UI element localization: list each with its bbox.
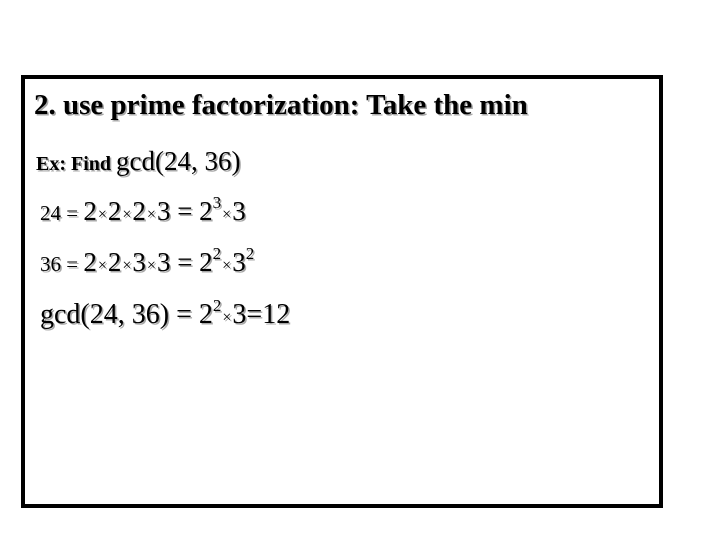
- eq2-lhs: 36 =: [40, 252, 84, 276]
- eq2-factor-1: 2: [83, 247, 97, 277]
- eq3-lhs: gcd(24, 36) = 2: [40, 299, 213, 330]
- times-symbol: ×: [122, 206, 132, 223]
- slide-frame: [21, 75, 663, 508]
- eq2-tail: 3: [232, 247, 246, 277]
- eq1-factor-3: 2: [132, 196, 146, 226]
- example-prefix: Ex: Find: [36, 153, 117, 175]
- example-line: [36, 146, 241, 177]
- eq1-tail: 3: [232, 196, 246, 226]
- eq1-mid: = 2: [170, 196, 213, 226]
- eq1-factor-1: 2: [83, 196, 97, 226]
- times-symbol: ×: [97, 206, 107, 223]
- eq2-factor-2: 2: [107, 247, 122, 277]
- eq2-exponent-2: 2: [245, 244, 255, 263]
- eq1-lhs: 24 =: [40, 201, 84, 225]
- times-symbol: ×: [97, 257, 107, 274]
- example-expression: gcd(24, 36): [116, 146, 241, 176]
- times-symbol: ×: [222, 206, 232, 223]
- equation-24: [40, 193, 246, 227]
- times-symbol: ×: [122, 257, 132, 274]
- equation-gcd-result: [40, 295, 291, 331]
- equation-36: [40, 244, 255, 278]
- slide-heading: 2. use prime factorization: Take the min: [34, 89, 528, 121]
- eq2-mid: = 2: [170, 247, 213, 277]
- eq1-factor-2: 2: [107, 196, 122, 226]
- eq1-factor-4: 3: [156, 196, 171, 226]
- eq2-exponent-1: 2: [212, 244, 222, 263]
- times-symbol: ×: [146, 257, 156, 274]
- eq1-exponent: 3: [212, 193, 222, 212]
- times-symbol: ×: [222, 309, 232, 326]
- eq2-factor-3: 3: [132, 247, 146, 277]
- eq3-exponent: 2: [212, 295, 222, 315]
- eq3-tail: 3=12: [232, 299, 291, 330]
- times-symbol: ×: [146, 206, 156, 223]
- times-symbol: ×: [222, 257, 232, 274]
- eq2-factor-4: 3: [156, 247, 171, 277]
